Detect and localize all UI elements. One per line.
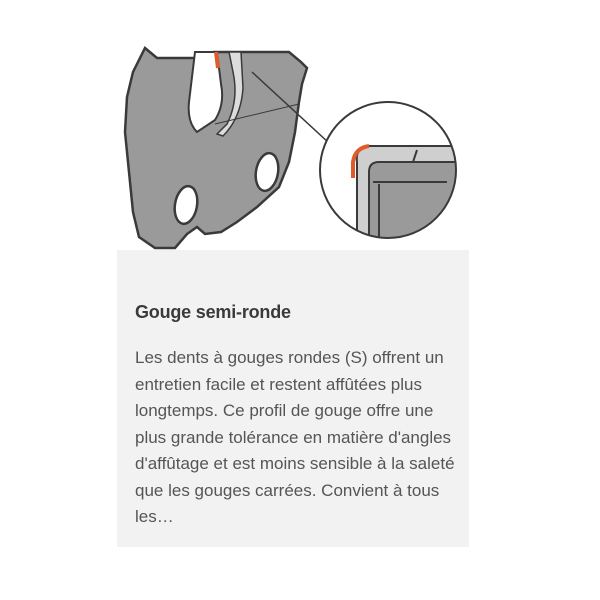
- card-title: Gouge semi-ronde: [135, 302, 291, 322]
- orange-edge: [216, 52, 218, 68]
- chain-tooth-illustration: [117, 22, 469, 257]
- text-panel: [117, 250, 469, 547]
- card-description: Les dents à gouges rondes (S) offrent un entretien facile et restent affûtées plus longtemps. Ce profil de gouge offre une plus grande tolérance en matière d'angles d'affûtage et est moins sensible à la saleté que les gouges carrées. Convient à tous les…: [135, 348, 455, 526]
- product-feature-card[interactable]: [117, 22, 469, 547]
- zoom-detail: [320, 102, 457, 252]
